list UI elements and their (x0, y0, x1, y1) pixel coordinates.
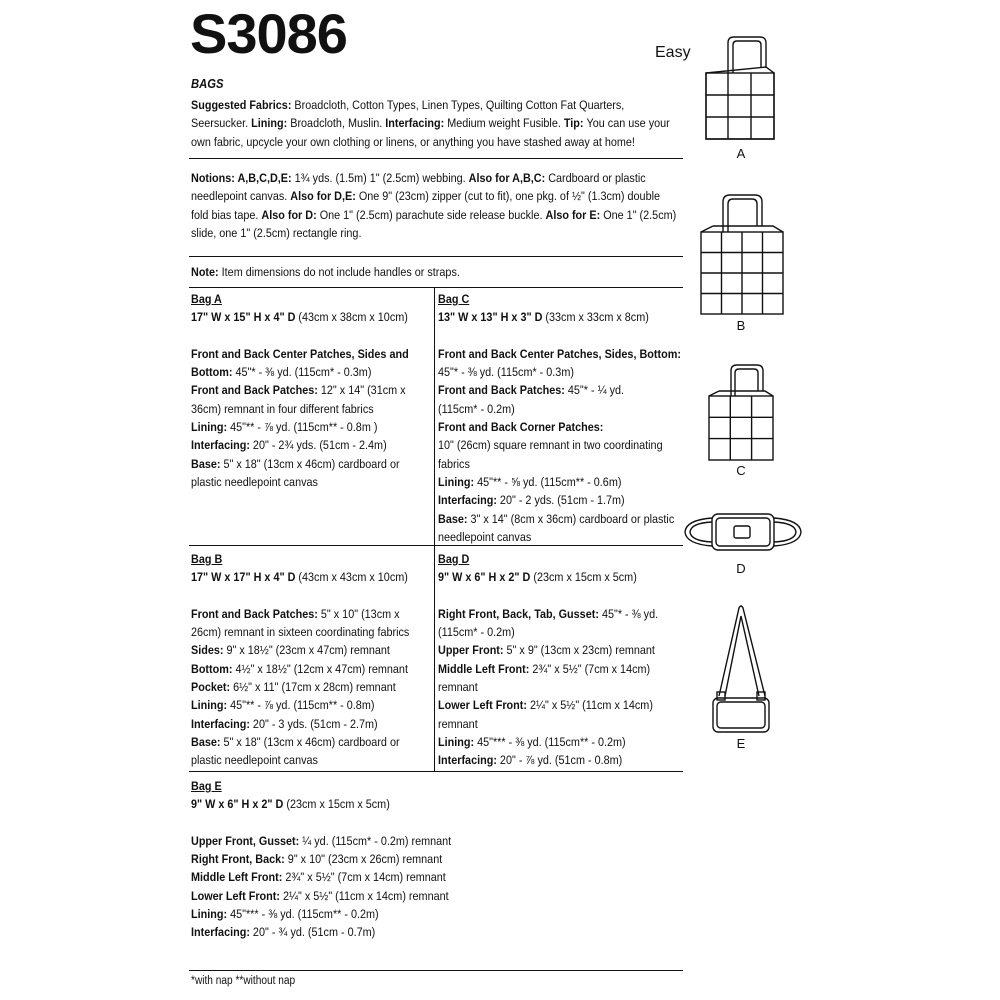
text-line: Bag B (191, 552, 223, 566)
text-line: Front and Back Patches: 5" x 10" (13cm x (191, 606, 400, 621)
text-line: remnant (438, 680, 478, 695)
text-line: (115cm* - 0.2m) (438, 401, 515, 416)
tote-bag-b-icon (695, 192, 790, 318)
view-label-e: E (736, 736, 746, 751)
text-line: Lower Left Front: 2¼" x 5½" (11cm x 14cm) remnant (191, 888, 449, 903)
text-line: Interfacing: 20" - ⅞ yd. (51cm - 0.8m) (438, 753, 623, 768)
text-line: fabrics (438, 456, 470, 471)
text-line: Bottom: 45"* - ⅜ yd. (115cm* - 0.3m) (191, 365, 372, 380)
text-line (191, 587, 409, 605)
text-line: Base: 5" x 18" (13cm x 46cm) cardboard or (191, 734, 400, 749)
bag-d-requirements (438, 550, 658, 770)
bag-a-requirements (191, 290, 409, 491)
text-line: Lining: 45"*** - ⅜ yd. (115cm** - 0.2m) (438, 734, 626, 749)
crossbody-bag-e-icon (705, 604, 777, 736)
text-line: Lining: 45"** - ⅞ yd. (115cm** - 0.8m) (191, 698, 375, 713)
view-label-d: D (736, 561, 746, 576)
tote-bag-a-icon (700, 35, 780, 145)
note-block (191, 263, 460, 281)
category-label: BAGS (191, 77, 224, 91)
text-line: Lower Left Front: 2¼" x 5½" (11cm x 14cm) (438, 698, 653, 713)
text-line: 17" W x 15" H x 4" D (43cm x 38cm x 10cm) (191, 310, 408, 325)
text-line: Front and Back Center Patches, Sides, Bottom: (438, 346, 681, 361)
text-line: Lining: 45"** - ⅞ yd. (115cm** - 0.8m ) (191, 420, 378, 435)
text-line: Sides: 9" x 18½" (23cm x 47cm) remnant (191, 643, 390, 658)
footnote: *with nap **without nap (191, 975, 296, 987)
text-line: Front and Back Center Patches, Sides and (191, 346, 409, 361)
belt-bag-d-icon (682, 508, 804, 558)
text-line: remnant (438, 716, 478, 731)
text-line: Seersucker. Lining: Broadcloth, Muslin. Interfacing: Medium weight Fusible. Tip: You can use your (191, 116, 670, 131)
fabrics-block (191, 96, 670, 151)
bag-b-requirements (191, 550, 409, 770)
bag-e-requirements (191, 777, 451, 942)
text-line: Right Front, Back: 9" x 10" (23cm x 26cm) remnant (191, 852, 443, 867)
view-label-c: C (736, 463, 746, 478)
text-line: own fabric, upcycle your own clothing or linens, or anything you have stashed away at home! (191, 134, 635, 149)
text-line: 13" W x 13" H x 3" D (33cm x 33cm x 8cm) (438, 310, 649, 325)
text-line: Lining: 45"** - ⅝ yd. (115cm** - 0.6m) (438, 474, 622, 489)
text-line: Middle Left Front: 2¾" x 5½" (7cm x 14cm) (438, 661, 651, 676)
text-line: Bag E (191, 779, 222, 793)
text-line: Bag A (191, 292, 222, 306)
text-line: 26cm) remnant in sixteen coordinating fabrics (191, 625, 410, 640)
text-line: 36cm) remnant in four different fabrics (191, 401, 374, 416)
text-line: 10" (26cm) square remnant in two coordinating (438, 438, 663, 453)
view-label-a: A (736, 146, 746, 161)
text-line: Bag D (438, 552, 470, 566)
text-line: Bag C (438, 292, 470, 306)
text-line: plastic needlepoint canvas (191, 474, 318, 489)
text-line: Notions: A,B,C,D,E: 1¾ yds. (1.5m) 1" (2.5cm) webbing. Also for A,B,C: Cardboard or plastic (191, 171, 646, 185)
text-line: Pocket: 6½" x 11" (17cm x 28cm) remnant (191, 680, 396, 695)
text-line (191, 327, 409, 345)
difficulty-label: Easy (655, 44, 691, 61)
text-line: fold bias tape. Also for D: One 1" (2.5cm) parachute side release buckle. Also for E: One 1" (2.5cm) (191, 207, 677, 222)
text-line: slide, one 1" (2.5cm) rectangle ring. (191, 225, 362, 240)
text-line: Upper Front, Gusset: ¼ yd. (115cm* - 0.2m) remnant (191, 833, 452, 848)
text-line: Base: 3" x 14" (8cm x 36cm) cardboard or plastic (438, 511, 675, 526)
text-line: Interfacing: 20" - 3 yds. (51cm - 2.7m) (191, 716, 378, 731)
view-label-b: B (736, 318, 746, 333)
text-line: 9" W x 6" H x 2" D (23cm x 15cm x 5cm) (438, 570, 637, 585)
text-line: Bottom: 4½" x 18½" (12cm x 47cm) remnant (191, 661, 408, 676)
text-line: plastic needlepoint canvas (191, 753, 318, 768)
text-line: Suggested Fabrics: Broadcloth, Cotton Types, Linen Types, Quilting Cotton Fat Quarters, (191, 98, 625, 112)
tote-bag-c-icon (705, 362, 777, 464)
text-line: needlepoint canvas (438, 529, 532, 544)
text-line: Note: Item dimensions do not include handles or straps. (191, 265, 460, 279)
text-line: Lining: 45"*** - ⅜ yd. (115cm** - 0.2m) (191, 907, 379, 922)
text-line: Upper Front: 5" x 9" (13cm x 23cm) remnant (438, 643, 655, 658)
notions-block (191, 169, 676, 242)
bag-c-requirements (438, 290, 681, 546)
text-line (191, 814, 451, 832)
text-line: Right Front, Back, Tab, Gusset: 45"* - ⅜ yd. (438, 606, 659, 621)
text-line: Interfacing: 20" - ¾ yd. (51cm - 0.7m) (191, 925, 376, 940)
text-line: Interfacing: 20" - 2 yds. (51cm - 1.7m) (438, 493, 625, 508)
text-line: Front and Back Corner Patches: (438, 420, 604, 435)
text-line: (115cm* - 0.2m) (438, 625, 515, 640)
text-line: 9" W x 6" H x 2" D (23cm x 15cm x 5cm) (191, 797, 390, 812)
text-line (438, 587, 658, 605)
text-line: Front and Back Patches: 12" x 14" (31cm x (191, 383, 406, 398)
text-line: Base: 5" x 18" (13cm x 46cm) cardboard or (191, 456, 400, 471)
text-line (438, 327, 681, 345)
text-line: Middle Left Front: 2¾" x 5½" (7cm x 14cm) remnant (191, 870, 446, 885)
pattern-number: S3086 (190, 2, 347, 65)
text-line: Front and Back Patches: 45"* - ¼ yd. (438, 383, 625, 398)
text-line: Interfacing: 20" - 2¾ yds. (51cm - 2.4m) (191, 438, 387, 453)
text-line: 17" W x 17" H x 4" D (43cm x 43cm x 10cm) (191, 570, 408, 585)
text-line: 45"* - ⅜ yd. (115cm* - 0.3m) (438, 365, 574, 380)
text-line: needlepoint canvas. Also for D,E: One 9" (23cm) zipper (cut to fit), one pkg. of ½" (1.3cm) double (191, 189, 661, 204)
